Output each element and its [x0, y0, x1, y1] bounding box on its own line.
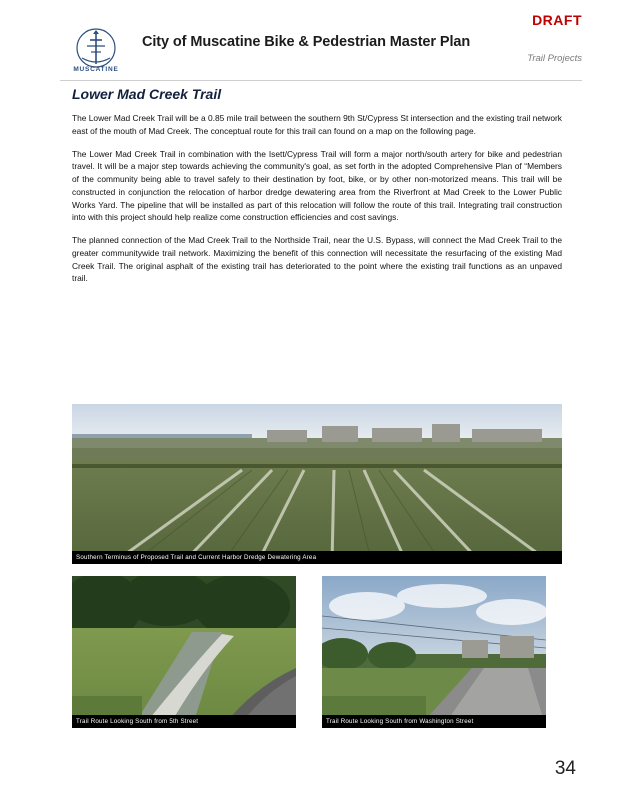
document-body	[72, 86, 562, 295]
southern-terminus-photo	[72, 404, 562, 564]
header-divider	[60, 80, 582, 81]
page-number: 34	[554, 758, 576, 779]
photo-illustration	[72, 404, 562, 564]
trail-route-5th-street-photo	[72, 576, 296, 728]
muscatine-logo-icon	[60, 28, 132, 78]
header-title-block	[142, 34, 582, 64]
trail-route-washington-street-photo	[322, 576, 546, 728]
document-title: City of Muscatine Bike & Pedestrian Master Plan	[142, 34, 471, 50]
document-subtitle: Trail Projects	[527, 53, 582, 64]
body-paragraph-1: The Lower Mad Creek Trail will be a 0.85 mile trail between the southern 9th St/Cypress St intersection and the existing trail network east of the mouth of Mad Creek. The conceptual route for this trail can found on a map on the following page.	[72, 113, 562, 136]
photo-illustration	[322, 576, 546, 728]
section-title: Lower Mad Creek Trail	[72, 86, 222, 102]
logo-wordmark: MUSCATINE	[73, 66, 119, 73]
figure-caption: Southern Terminus of Proposed Trail and Current Harbor Dredge Dewatering Area	[72, 551, 562, 564]
figure-caption: Trail Route Looking South from 5th Street	[72, 715, 296, 728]
body-paragraph-3: The planned connection of the Mad Creek Trail to the Northside Trail, near the U.S. Bypass, will connect the Mad Creek Trail to the greater communitywide trail network. Maximizing the benefit of this connection will necessitate the resurfacing of the existing Mad Creek Trail. The original asphalt of the existing trail has deteriorated to the point where the existing trail functions as an unpaved trail.	[72, 235, 562, 284]
document-header	[60, 28, 582, 78]
photo-illustration	[72, 576, 296, 728]
draft-watermark-label: DRAFT	[532, 12, 582, 28]
figure-row	[72, 576, 562, 728]
figure-group	[72, 404, 562, 728]
body-paragraph-2: The Lower Mad Creek Trail in combination with the Isett/Cypress Trail will form a major north/south artery for bike and pedestrian travel. It will be a major step towards achieving the community's goal, as set forth in the adopted Comprehensive Plan of “Members of the community being able to travel safely to their destination by foot, bike, or by other non-motorized means. This trail will be constructed in conjunction the relocation of harbor dredge dewatering area from the Riverfront at Mad Creek to the Lower Public Works Yard. The pipeline that will be installed as part of this relocation will follow the route of this trail. Integrating trail construction into with this project should help realize come construction efficiencies and cost savings.	[72, 148, 562, 223]
figure-caption: Trail Route Looking South from Washington Street	[322, 715, 546, 728]
